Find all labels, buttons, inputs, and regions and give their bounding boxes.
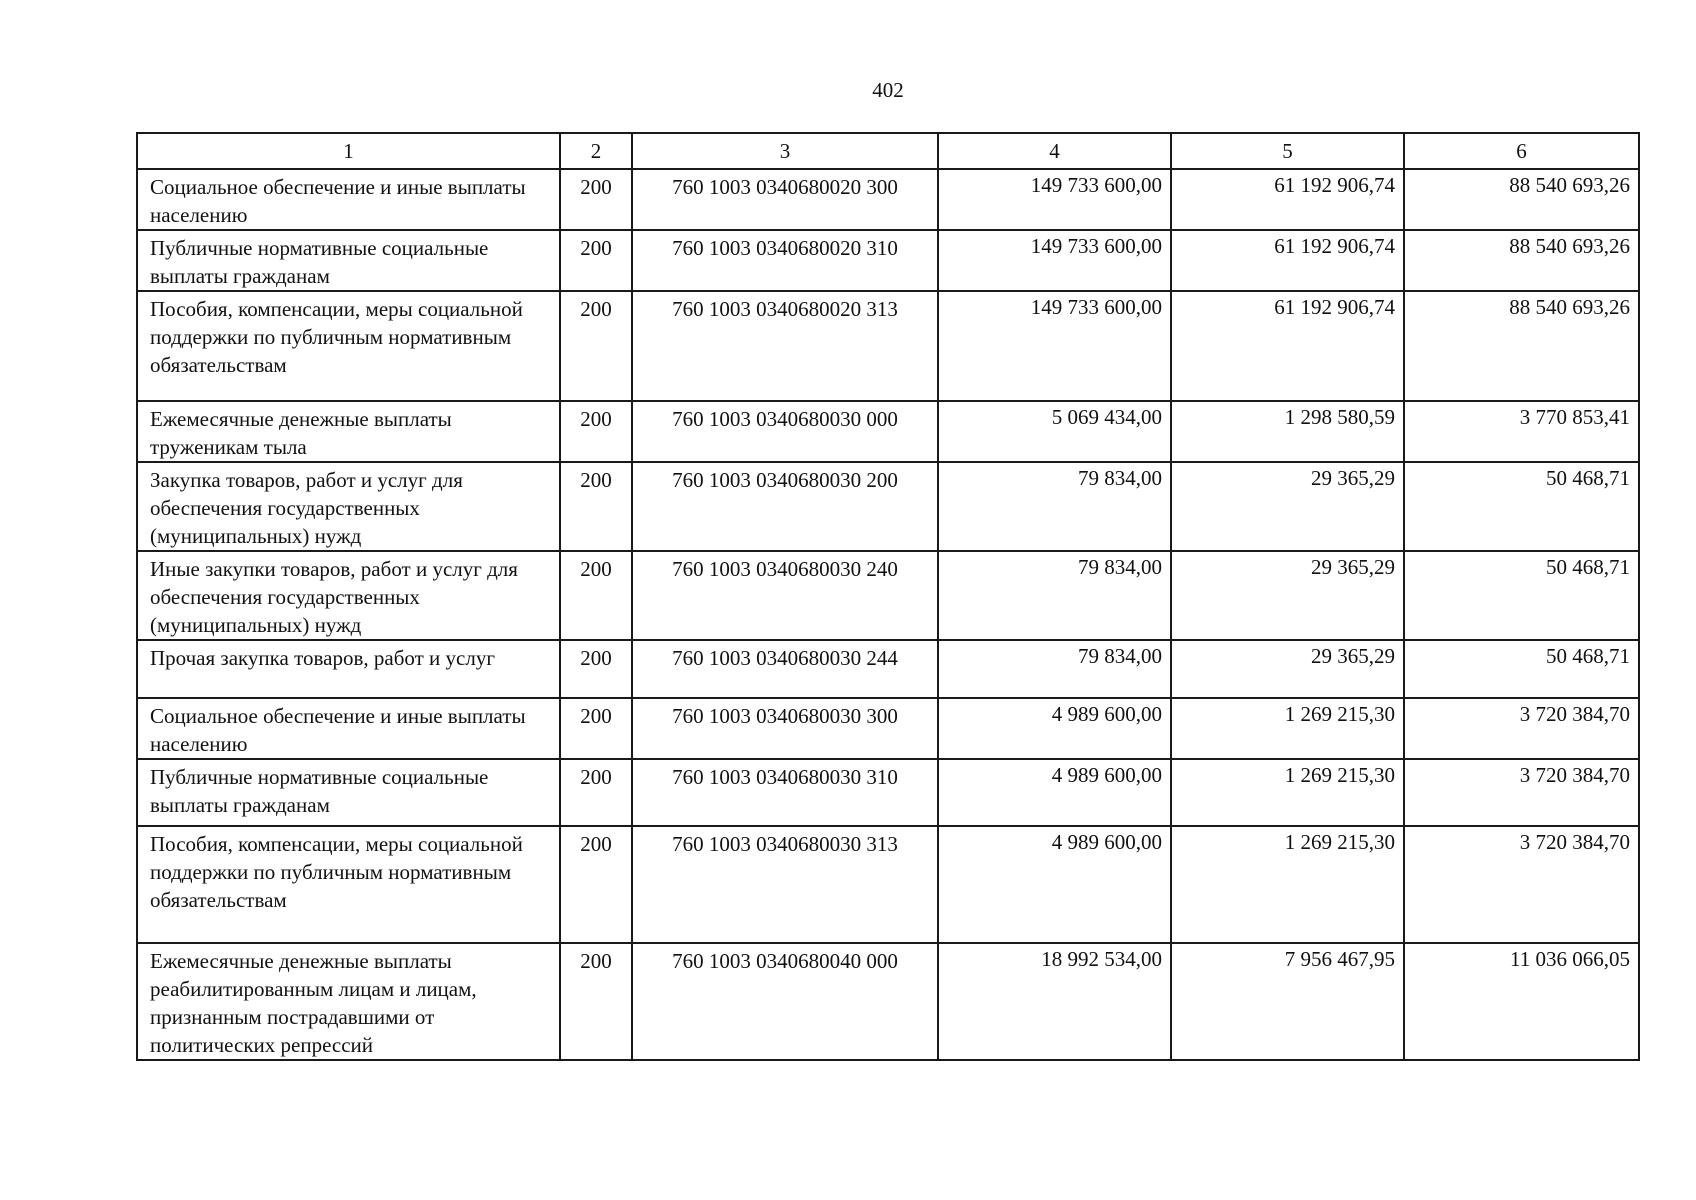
page-number: 402 — [872, 78, 904, 102]
row-executed-amount-cell: 1 269 215,30 — [1171, 698, 1404, 759]
table-row — [137, 462, 1639, 551]
row-approved-amount-cell: 4 989 600,00 — [938, 826, 1171, 943]
row-remaining-amount-cell: 3 720 384,70 — [1404, 759, 1639, 826]
row-executed-amount-cell: 29 365,29 — [1171, 640, 1404, 698]
header-col-3: 3 — [632, 133, 938, 169]
row-remaining-amount-cell: 50 468,71 — [1404, 640, 1639, 698]
row-line-code-cell: 200 — [560, 551, 632, 640]
table-row — [137, 551, 1639, 640]
row-approved-amount-cell: 18 992 534,00 — [938, 943, 1171, 1060]
row-remaining-amount-cell: 3 720 384,70 — [1404, 698, 1639, 759]
row-approved-amount-cell: 149 733 600,00 — [938, 291, 1171, 401]
table-row — [137, 291, 1639, 401]
row-budget-code-cell: 760 1003 0340680020 310 — [632, 230, 938, 291]
header-col-6: 6 — [1404, 133, 1639, 169]
row-executed-amount-cell: 1 269 215,30 — [1171, 759, 1404, 826]
row-budget-code-cell: 760 1003 0340680020 313 — [632, 291, 938, 401]
row-name-cell: Ежемесячные денежные выплаты труженикам тыла — [137, 401, 560, 462]
row-line-code-cell: 200 — [560, 169, 632, 230]
row-name-cell: Публичные нормативные социальные выплаты гражданам — [137, 230, 560, 291]
row-budget-code-cell: 760 1003 0340680030 300 — [632, 698, 938, 759]
row-executed-amount-cell: 1 269 215,30 — [1171, 826, 1404, 943]
row-remaining-amount-cell: 88 540 693,26 — [1404, 230, 1639, 291]
row-remaining-amount-cell: 11 036 066,05 — [1404, 943, 1639, 1060]
table-body — [137, 169, 1639, 1060]
row-line-code-cell: 200 — [560, 943, 632, 1060]
row-executed-amount-cell: 29 365,29 — [1171, 462, 1404, 551]
row-remaining-amount-cell: 50 468,71 — [1404, 551, 1639, 640]
row-executed-amount-cell: 7 956 467,95 — [1171, 943, 1404, 1060]
row-executed-amount-cell: 61 192 906,74 — [1171, 169, 1404, 230]
row-approved-amount-cell: 79 834,00 — [938, 640, 1171, 698]
row-name-cell: Ежемесячные денежные выплаты реабилитированным лицам и лицам, признанным пострадавшими от политических репрессий — [137, 943, 560, 1060]
row-name-cell: Публичные нормативные социальные выплаты гражданам — [137, 759, 560, 826]
row-name-cell: Пособия, компенсации, меры социальной поддержки по публичным нормативным обязательствам — [137, 826, 560, 943]
header-col-1: 1 — [137, 133, 560, 169]
table-row — [137, 759, 1639, 826]
header-row — [137, 133, 1639, 169]
row-budget-code-cell: 760 1003 0340680030 313 — [632, 826, 938, 943]
row-budget-code-cell: 760 1003 0340680030 310 — [632, 759, 938, 826]
row-line-code-cell: 200 — [560, 462, 632, 551]
row-remaining-amount-cell: 88 540 693,26 — [1404, 291, 1639, 401]
row-budget-code-cell: 760 1003 0340680030 000 — [632, 401, 938, 462]
header-col-2: 2 — [560, 133, 632, 169]
row-name-cell: Социальное обеспечение и иные выплаты населению — [137, 169, 560, 230]
budget-execution-table — [136, 132, 1640, 1061]
row-approved-amount-cell: 149 733 600,00 — [938, 169, 1171, 230]
row-approved-amount-cell: 4 989 600,00 — [938, 759, 1171, 826]
table-row — [137, 943, 1639, 1060]
table-row — [137, 230, 1639, 291]
row-budget-code-cell: 760 1003 0340680030 200 — [632, 462, 938, 551]
row-line-code-cell: 200 — [560, 759, 632, 826]
row-executed-amount-cell: 61 192 906,74 — [1171, 230, 1404, 291]
row-budget-code-cell: 760 1003 0340680020 300 — [632, 169, 938, 230]
row-budget-code-cell: 760 1003 0340680030 244 — [632, 640, 938, 698]
row-name-cell: Прочая закупка товаров, работ и услуг — [137, 640, 560, 698]
table-row — [137, 401, 1639, 462]
row-line-code-cell: 200 — [560, 826, 632, 943]
row-approved-amount-cell: 4 989 600,00 — [938, 698, 1171, 759]
row-executed-amount-cell: 1 298 580,59 — [1171, 401, 1404, 462]
row-approved-amount-cell: 79 834,00 — [938, 551, 1171, 640]
table-row — [137, 169, 1639, 230]
row-name-cell: Закупка товаров, работ и услуг для обеспечения государственных (муниципальных) нужд — [137, 462, 560, 551]
row-approved-amount-cell: 79 834,00 — [938, 462, 1171, 551]
row-budget-code-cell: 760 1003 0340680040 000 — [632, 943, 938, 1060]
row-executed-amount-cell: 61 192 906,74 — [1171, 291, 1404, 401]
row-executed-amount-cell: 29 365,29 — [1171, 551, 1404, 640]
table-row — [137, 826, 1639, 943]
row-name-cell: Пособия, компенсации, меры социальной поддержки по публичным нормативным обязательствам — [137, 291, 560, 401]
row-approved-amount-cell: 5 069 434,00 — [938, 401, 1171, 462]
table-header — [137, 133, 1639, 169]
row-line-code-cell: 200 — [560, 401, 632, 462]
row-name-cell: Социальное обеспечение и иные выплаты населению — [137, 698, 560, 759]
row-remaining-amount-cell: 88 540 693,26 — [1404, 169, 1639, 230]
row-budget-code-cell: 760 1003 0340680030 240 — [632, 551, 938, 640]
row-name-cell: Иные закупки товаров, работ и услуг для обеспечения государственных (муниципальных) нужд — [137, 551, 560, 640]
row-line-code-cell: 200 — [560, 640, 632, 698]
row-remaining-amount-cell: 3 770 853,41 — [1404, 401, 1639, 462]
header-col-5: 5 — [1171, 133, 1404, 169]
row-line-code-cell: 200 — [560, 291, 632, 401]
table-row — [137, 698, 1639, 759]
row-line-code-cell: 200 — [560, 698, 632, 759]
row-remaining-amount-cell: 3 720 384,70 — [1404, 826, 1639, 943]
row-approved-amount-cell: 149 733 600,00 — [938, 230, 1171, 291]
header-col-4: 4 — [938, 133, 1171, 169]
row-remaining-amount-cell: 50 468,71 — [1404, 462, 1639, 551]
table-row — [137, 640, 1639, 698]
row-line-code-cell: 200 — [560, 230, 632, 291]
